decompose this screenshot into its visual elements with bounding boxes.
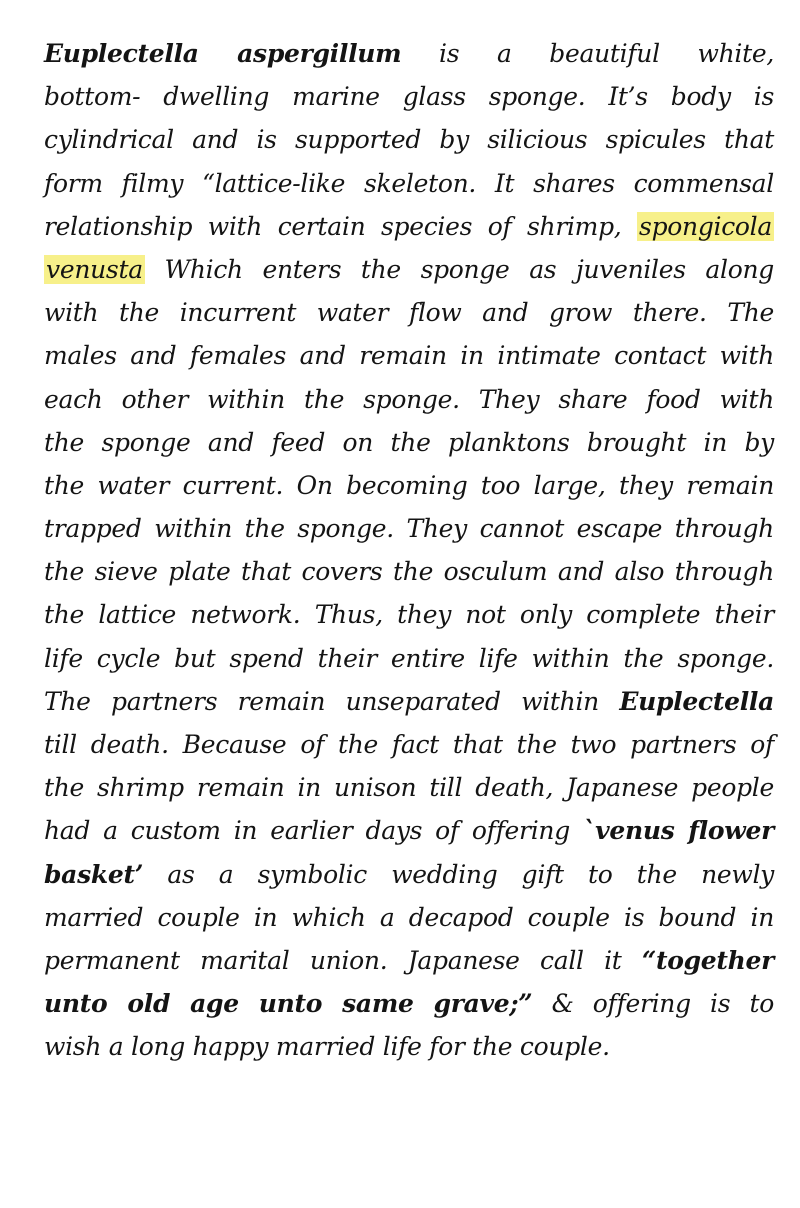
text-segment: life cycle but spend their entire life within the sponge. — [44, 643, 774, 673]
text-line — [44, 291, 774, 334]
text-segment: each other within the sponge. They share food with — [44, 384, 774, 414]
text-line — [44, 637, 774, 680]
bold-term: Euplectella — [619, 686, 774, 716]
highlighted-term: spongicola — [639, 211, 772, 241]
text-segment: the shrimp remain in unison till death, Japanese people — [44, 773, 774, 803]
text-line — [44, 32, 774, 75]
text-segment: males and females and remain in intimate contact with — [44, 341, 774, 371]
text-line — [44, 118, 774, 161]
text-line — [44, 464, 774, 507]
bold-term: `venus flower — [582, 816, 774, 846]
text-line — [44, 939, 774, 982]
text-line — [44, 550, 774, 593]
text-line — [44, 723, 774, 766]
text-segment: cylindrical and is supported by silicious spicules that — [44, 125, 774, 155]
text-segment: form filmy “lattice-like skeleton. It shares commensal — [44, 168, 774, 198]
text-line — [44, 593, 774, 636]
text-line — [44, 378, 774, 421]
text-segment: the sieve plate that covers the osculum and also through — [44, 557, 774, 587]
text-line — [44, 1025, 774, 1068]
bold-term: unto old age unto same grave;” — [44, 989, 533, 1019]
bold-term: basket’ — [44, 859, 144, 889]
text-segment: bottom- dwelling marine glass sponge. It’s body is — [44, 82, 774, 112]
text-segment: had a custom in earlier days of offering — [44, 816, 583, 846]
text-segment: is a beautiful white, — [401, 39, 774, 68]
highlighted-term: venusta — [46, 254, 143, 284]
text-segment: with the incurrent water flow and grow there. The — [44, 298, 774, 328]
bold-term: “together — [641, 945, 774, 975]
document-paragraph — [44, 32, 774, 1069]
text-line — [44, 162, 774, 205]
text-line — [44, 75, 774, 118]
text-line — [44, 982, 774, 1025]
text-segment: the lattice network. Thus, they not only complete their — [44, 600, 774, 630]
text-line — [44, 421, 774, 464]
text-line — [44, 507, 774, 550]
text-segment: wish a long happy married life for the couple. — [44, 1032, 610, 1062]
text-line — [44, 896, 774, 939]
text-segment: permanent marital union. Japanese call it — [44, 945, 642, 975]
text-line — [44, 766, 774, 809]
text-segment: married couple in which a decapod couple is bound in — [44, 902, 774, 932]
text-line — [44, 809, 774, 852]
text-segment: relationship with certain species of shrimp, — [44, 211, 638, 241]
text-segment: & offering is to — [532, 989, 774, 1019]
text-line — [44, 853, 774, 896]
text-segment: Which enters the sponge as juveniles along — [144, 254, 774, 284]
text-segment: the sponge and feed on the planktons brought in by — [44, 427, 774, 457]
text-line — [44, 334, 774, 377]
text-line — [44, 680, 774, 723]
text-segment: The partners remain unseparated within — [44, 686, 620, 716]
bold-term: Euplectella aspergillum — [44, 39, 402, 68]
text-segment: the water current. On becoming too large, they remain — [44, 470, 774, 500]
text-line — [44, 248, 774, 291]
text-segment: trapped within the sponge. They cannot escape through — [44, 514, 774, 544]
text-line — [44, 205, 774, 248]
text-segment: till death. Because of the fact that the two partners of — [44, 730, 774, 759]
text-segment: as a symbolic wedding gift to the newly — [143, 859, 774, 889]
